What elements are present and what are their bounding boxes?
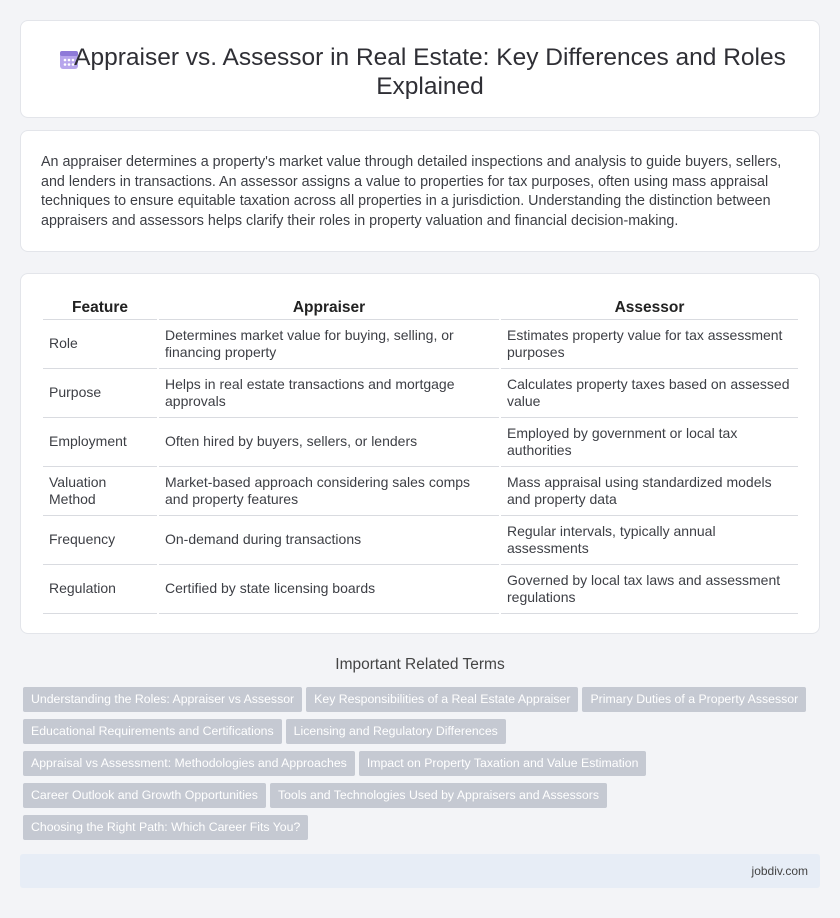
appraiser-cell: On-demand during transactions: [159, 516, 499, 565]
related-term-tag[interactable]: Career Outlook and Growth Opportunities: [23, 783, 266, 808]
appraiser-cell: Determines market value for buying, selling, or financing property: [159, 320, 499, 369]
table-row: [43, 467, 798, 516]
appraiser-cell: Helps in real estate transactions and mortgage approvals: [159, 369, 499, 418]
feature-cell: Frequency: [43, 516, 157, 565]
table-row: [43, 565, 798, 614]
table-row: [43, 369, 798, 418]
assessor-cell: Regular intervals, typically annual assessments: [501, 516, 798, 565]
feature-cell: Purpose: [43, 369, 157, 418]
comparison-table: [41, 296, 800, 614]
appraiser-cell: Often hired by buyers, sellers, or lenders: [159, 418, 499, 467]
feature-cell: Role: [43, 320, 157, 369]
header-card: [20, 20, 820, 118]
assessor-cell: Calculates property taxes based on assessed value: [501, 369, 798, 418]
column-header-appraiser: Appraiser: [159, 296, 499, 320]
related-term-tag[interactable]: Choosing the Right Path: Which Career Fits You?: [23, 815, 308, 840]
tag-row: [23, 719, 823, 751]
tag-row: [23, 687, 823, 719]
related-term-tag[interactable]: Tools and Technologies Used by Appraisers and Assessors: [270, 783, 607, 808]
related-term-tag[interactable]: Licensing and Regulatory Differences: [286, 719, 506, 744]
related-term-tag[interactable]: Key Responsibilities of a Real Estate Appraiser: [306, 687, 578, 712]
assessor-cell: Mass appraisal using standardized models and property data: [501, 467, 798, 516]
feature-cell: Employment: [43, 418, 157, 467]
footer-site-link[interactable]: jobdiv.com: [751, 864, 808, 878]
related-term-tag[interactable]: Educational Requirements and Certifications: [23, 719, 282, 744]
appraiser-cell: Certified by state licensing boards: [159, 565, 499, 614]
assessor-cell: Governed by local tax laws and assessment regulations: [501, 565, 798, 614]
related-term-tag[interactable]: Understanding the Roles: Appraiser vs Assessor: [23, 687, 302, 712]
related-terms-list: [23, 687, 823, 847]
comparison-table-card: [20, 273, 820, 634]
column-header-assessor: Assessor: [501, 296, 798, 320]
related-term-tag[interactable]: Appraisal vs Assessment: Methodologies and Approaches: [23, 751, 355, 776]
table-row: [43, 516, 798, 565]
tag-row: [23, 783, 823, 815]
column-header-feature: Feature: [43, 296, 157, 320]
table-row: [43, 320, 798, 369]
feature-cell: Regulation: [43, 565, 157, 614]
appraiser-cell: Market-based approach considering sales comps and property features: [159, 467, 499, 516]
feature-cell: Valuation Method: [43, 467, 157, 516]
table-header-row: [43, 296, 798, 320]
intro-card: [20, 130, 820, 252]
related-term-tag[interactable]: Primary Duties of a Property Assessor: [582, 687, 806, 712]
intro-paragraph: An appraiser determines a property's market value through detailed inspections and analysis to guide buyers, sellers, and lenders in transactions. An assessor assigns a value to properties for tax purposes, often using mass appraisal techniques to ensure equitable taxation across all properties in a jurisdiction. Understanding the distinction between appraisers and assessors helps clarify their roles in property valuation and financial decision-making.: [41, 154, 782, 229]
related-terms-heading: Important Related Terms: [335, 656, 505, 673]
tag-row: [23, 815, 823, 847]
page-title: Appraiser vs. Assessor in Real Estate: Key Differences and Roles Explained: [74, 44, 786, 100]
footer: [20, 854, 820, 888]
assessor-cell: Employed by government or local tax authorities: [501, 418, 798, 467]
tag-row: [23, 751, 823, 783]
assessor-cell: Estimates property value for tax assessment purposes: [501, 320, 798, 369]
related-term-tag[interactable]: Impact on Property Taxation and Value Estimation: [359, 751, 647, 776]
table-row: [43, 418, 798, 467]
